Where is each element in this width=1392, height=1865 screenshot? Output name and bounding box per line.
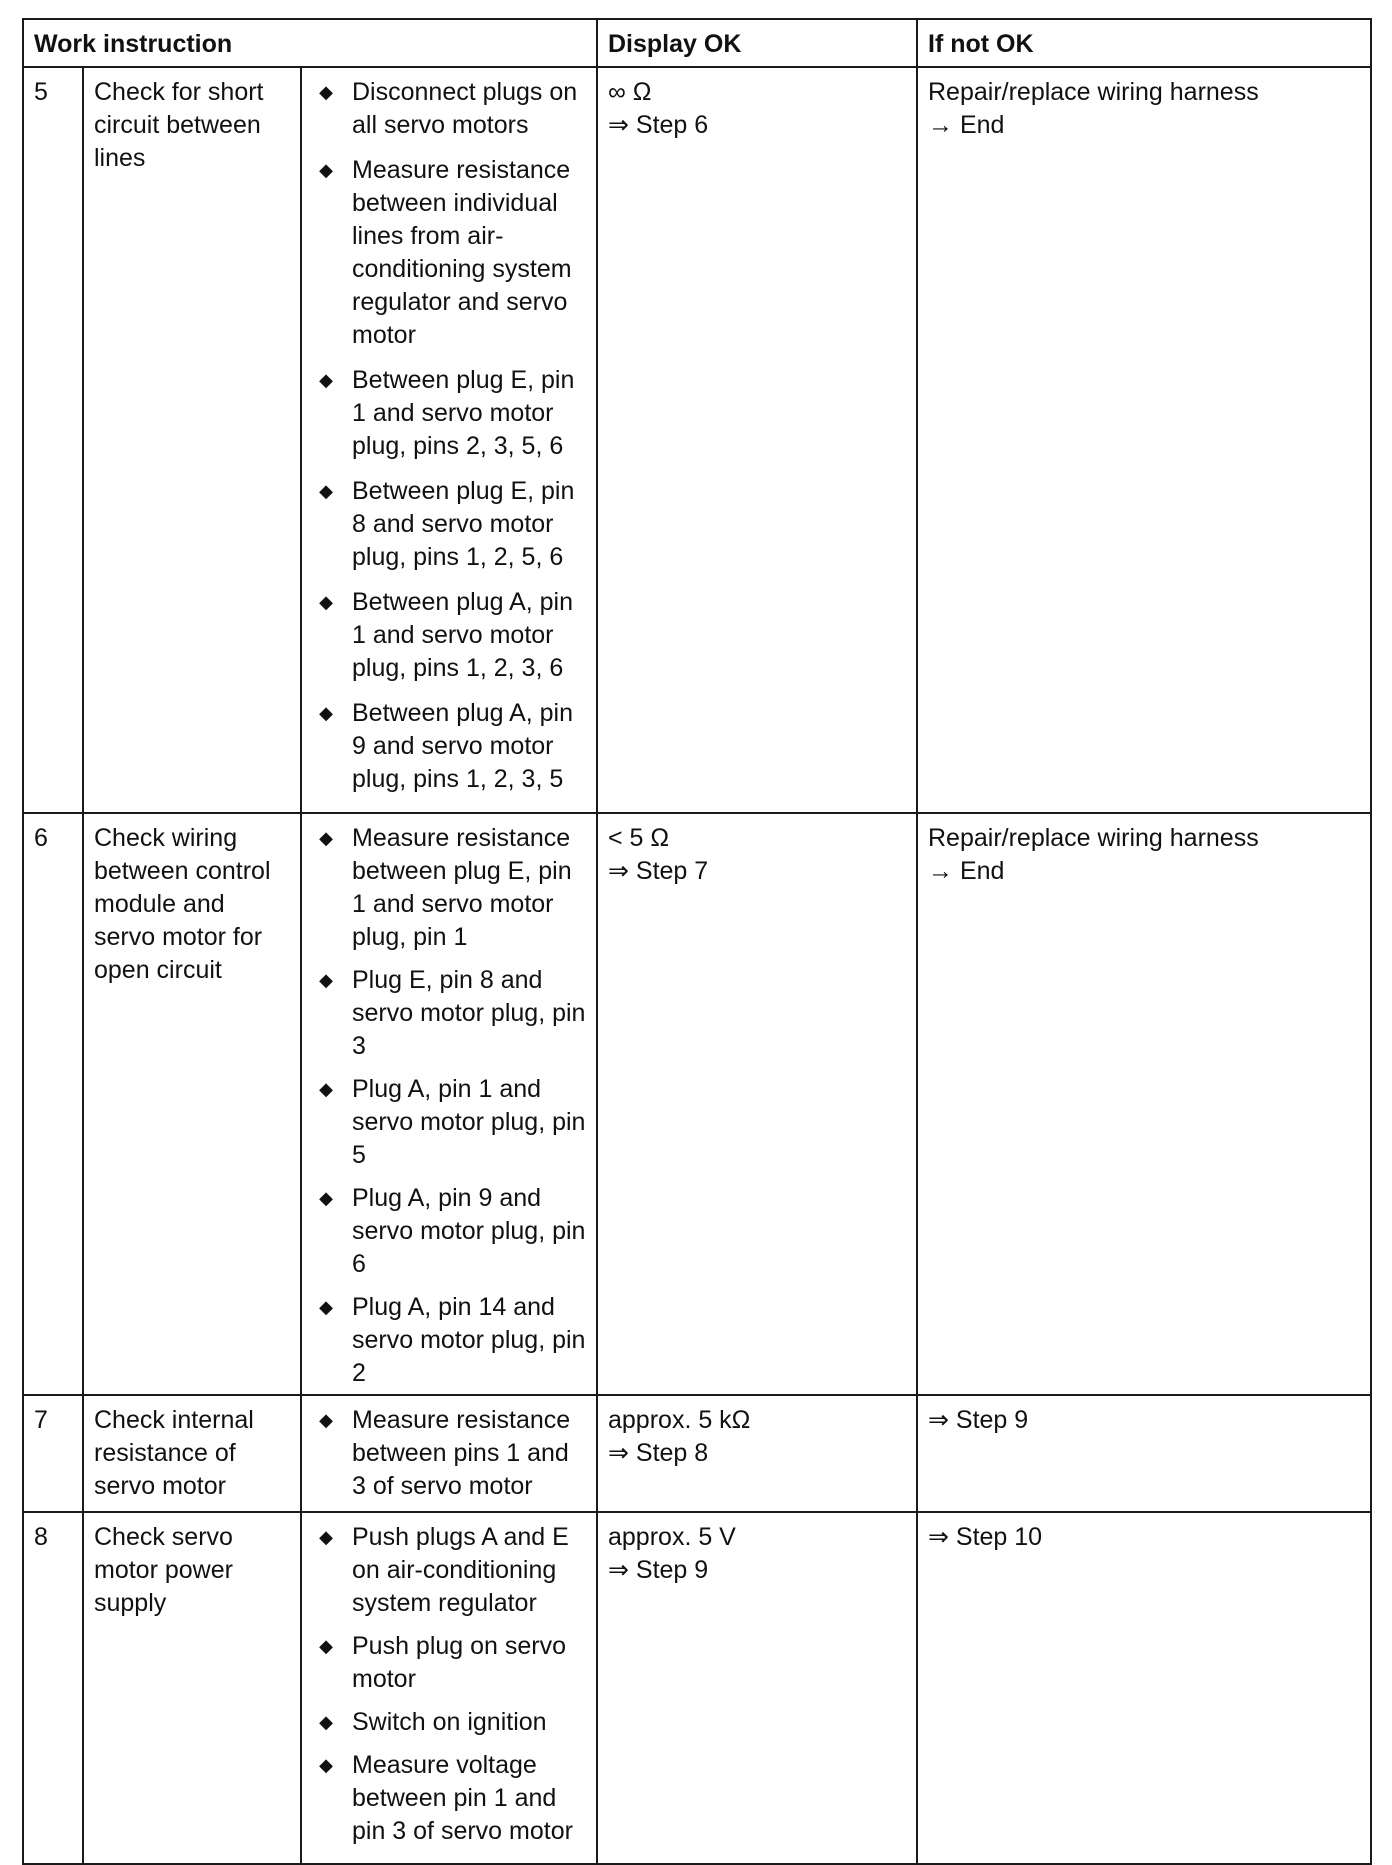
table-row bbox=[23, 1512, 1371, 1864]
check-description: Check for short circuit between lines bbox=[83, 67, 301, 813]
if-not-ok-cell bbox=[917, 813, 1371, 1395]
display-next-step: ⇒ Step 7 bbox=[608, 857, 709, 885]
if-not-ok-cell bbox=[917, 67, 1371, 813]
display-value: ∞ Ω bbox=[608, 78, 652, 106]
list-item: ◆ Between plug A, pin 9 and servo motor plug, pins 1, 2, 3, 5 bbox=[312, 697, 586, 796]
check-description: Check wiring between control module and servo motor for open circuit bbox=[83, 813, 301, 1395]
display-ok-cell bbox=[597, 67, 917, 813]
display-value: < 5 Ω bbox=[608, 824, 670, 852]
list-item: ◆ Push plugs A and E on air-conditioning system regulator bbox=[312, 1521, 586, 1620]
diamond-bullet-icon: ◆ bbox=[319, 481, 333, 501]
diamond-bullet-icon: ◆ bbox=[319, 1188, 333, 1208]
diamond-bullet-icon: ◆ bbox=[319, 82, 333, 102]
diamond-bullet-icon: ◆ bbox=[319, 828, 333, 848]
header-display-ok: Display OK bbox=[597, 19, 917, 67]
list-item: ◆ Disconnect plugs on all servo motors bbox=[312, 76, 586, 142]
if-not-ok-action: Repair/replace wiring harness bbox=[928, 824, 1259, 852]
list-item: ◆ Between plug E, pin 8 and servo motor plug, pins 1, 2, 5, 6 bbox=[312, 475, 586, 574]
step-number: 6 bbox=[23, 813, 83, 1395]
action-list bbox=[312, 1521, 586, 1848]
display-next-step: ⇒ Step 8 bbox=[608, 1439, 709, 1467]
if-not-ok-cell bbox=[917, 1512, 1371, 1864]
list-item: ◆ Measure resistance between individual lines from air-conditioning system regulator and servo motor bbox=[312, 154, 586, 352]
list-item: ◆ Switch on ignition bbox=[312, 1706, 586, 1739]
list-item: ◆ Plug A, pin 9 and servo motor plug, pin 6 bbox=[312, 1182, 586, 1281]
diamond-bullet-icon: ◆ bbox=[319, 1712, 333, 1732]
display-value: approx. 5 V bbox=[608, 1523, 736, 1551]
diamond-bullet-icon: ◆ bbox=[319, 370, 333, 390]
diamond-bullet-icon: ◆ bbox=[319, 703, 333, 723]
action-list bbox=[312, 76, 586, 796]
check-description: Check servo motor power supply bbox=[83, 1512, 301, 1864]
diamond-bullet-icon: ◆ bbox=[319, 160, 333, 180]
list-item: ◆ Plug E, pin 8 and servo motor plug, pin 3 bbox=[312, 964, 586, 1063]
list-item: ◆ Plug A, pin 14 and servo motor plug, pin 2 bbox=[312, 1291, 586, 1390]
if-not-ok-cell bbox=[917, 1395, 1371, 1512]
if-not-ok-action: ⇒ Step 10 bbox=[928, 1523, 1043, 1551]
diamond-bullet-icon: ◆ bbox=[319, 1079, 333, 1099]
action-list bbox=[312, 1404, 586, 1503]
diamond-bullet-icon: ◆ bbox=[319, 1636, 333, 1656]
diamond-bullet-icon: ◆ bbox=[319, 1410, 333, 1430]
table-row bbox=[23, 1395, 1371, 1512]
step-number: 5 bbox=[23, 67, 83, 813]
action-list-cell bbox=[301, 1395, 597, 1512]
display-next-step: ⇒ Step 6 bbox=[608, 111, 709, 139]
list-item: ◆ Between plug E, pin 1 and servo motor plug, pins 2, 3, 5, 6 bbox=[312, 364, 586, 463]
list-item: ◆ Measure resistance between plug E, pin 1 and servo motor plug, pin 1 bbox=[312, 822, 586, 954]
diamond-bullet-icon: ◆ bbox=[319, 1755, 333, 1775]
list-item: ◆ Between plug A, pin 1 and servo motor plug, pins 1, 2, 3, 6 bbox=[312, 586, 586, 685]
diamond-bullet-icon: ◆ bbox=[319, 1297, 333, 1317]
step-number: 7 bbox=[23, 1395, 83, 1512]
header-row bbox=[23, 19, 1371, 67]
display-ok-cell bbox=[597, 1512, 917, 1864]
action-list-cell bbox=[301, 1512, 597, 1864]
step-number: 8 bbox=[23, 1512, 83, 1864]
diamond-bullet-icon: ◆ bbox=[319, 1527, 333, 1547]
action-list-cell bbox=[301, 813, 597, 1395]
display-ok-cell bbox=[597, 1395, 917, 1512]
if-not-ok-action: ⇒ Step 9 bbox=[928, 1406, 1029, 1434]
list-item: ◆ Push plug on servo motor bbox=[312, 1630, 586, 1696]
display-ok-cell bbox=[597, 813, 917, 1395]
diamond-bullet-icon: ◆ bbox=[319, 970, 333, 990]
header-work-instruction: Work instruction bbox=[23, 19, 597, 67]
work-instruction-table bbox=[22, 18, 1372, 1865]
display-next-step: ⇒ Step 9 bbox=[608, 1556, 709, 1584]
list-item: ◆ Measure voltage between pin 1 and pin 3 of servo motor bbox=[312, 1749, 586, 1848]
if-not-ok-next: → End bbox=[928, 857, 1005, 885]
action-list-cell bbox=[301, 67, 597, 813]
list-item: ◆ Measure resistance between pins 1 and 3 of servo motor bbox=[312, 1404, 586, 1503]
header-if-not-ok: If not OK bbox=[917, 19, 1371, 67]
if-not-ok-next: → End bbox=[928, 111, 1005, 139]
diamond-bullet-icon: ◆ bbox=[319, 592, 333, 612]
table-row bbox=[23, 813, 1371, 1395]
check-description: Check internal resistance of servo motor bbox=[83, 1395, 301, 1512]
if-not-ok-action: Repair/replace wiring harness bbox=[928, 78, 1259, 106]
list-item: ◆ Plug A, pin 1 and servo motor plug, pin 5 bbox=[312, 1073, 586, 1172]
display-value: approx. 5 kΩ bbox=[608, 1406, 751, 1434]
action-list bbox=[312, 822, 586, 1390]
table-row bbox=[23, 67, 1371, 813]
